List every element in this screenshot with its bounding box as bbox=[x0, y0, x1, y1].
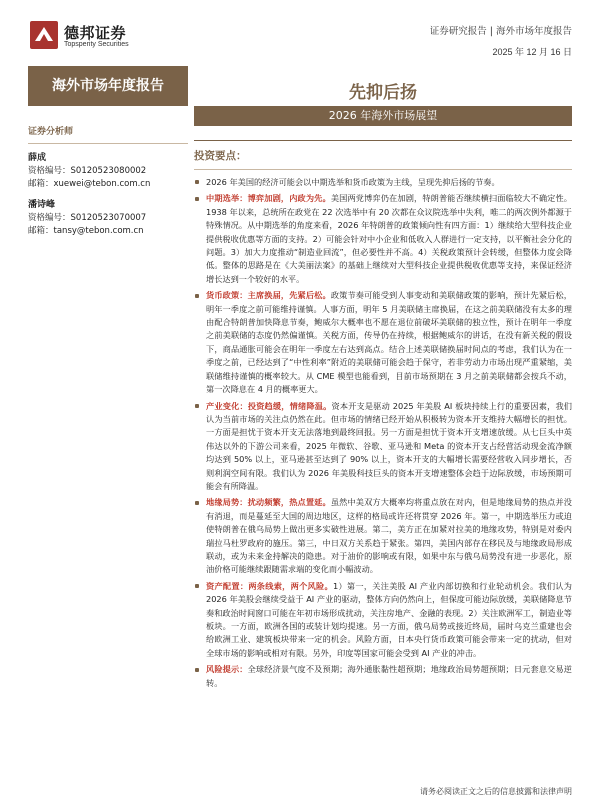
bullet-icon bbox=[195, 501, 199, 505]
email-label: 邮箱： bbox=[28, 179, 54, 189]
bullet-lead: 资产配置：两条线索，两个风险。 bbox=[206, 580, 333, 591]
license-number: S0120523070007 bbox=[70, 213, 147, 223]
footer-disclaimer: 请务必阅读正文之后的信息披露和法律声明 bbox=[420, 787, 572, 796]
bullet-lead: 货币政策：主席换届，先紧后松。 bbox=[206, 290, 331, 301]
license-number: S0120523080002 bbox=[70, 166, 147, 176]
analyst-name: 薛成 bbox=[28, 153, 47, 163]
bullet-lead: 产业变化：投资趋缓，情绪降温。 bbox=[206, 400, 332, 411]
bullet-icon bbox=[195, 294, 199, 298]
report-subtitle: 2026 年海外市场展望 bbox=[194, 106, 572, 126]
divider bbox=[194, 169, 572, 170]
list-item bbox=[194, 176, 572, 189]
logo-name-cn: 德邦证券 bbox=[64, 24, 127, 42]
bullet-text: 资本开支是驱动 2025 年美股 AI 板块持续上行的重要因素，我们认为当前市场的关注点仍然在此。但市场的情绪已经开始从积极转为资本开支维持大幅增长的担忧。一方面是担忧于资本开支无法落地到最终回报。另一方面是担忧于资本开支增速放缓。从七巨头中英伟达以外的下游公司来看，2025 年微软、谷歌、亚马逊和 Meta 的资本开支占经营活动现金流净额均达到 50% 以上，亚马逊甚至达到了 90% 以上，资本开支的大幅增长需要经营收入同步增长，否则利润空间有限。我们认为 2026 年美股科技巨头的资本开支增速整体会趋于边际放缓，市场预期可能会有所降温。 bbox=[206, 400, 572, 491]
logo-name-en: Topsperity Securities bbox=[64, 41, 129, 48]
bullet-text: 2026 年美国的经济可能会以中期选举和货币政策为主线，呈现先抑后扬的节奏。 bbox=[206, 177, 500, 187]
report-title: 先抑后扬 bbox=[349, 83, 417, 103]
bullet-lead: 地缘局势：扰动频繁，热点置延。 bbox=[206, 497, 331, 508]
analyst-heading: 证券分析师 bbox=[28, 127, 74, 137]
bullet-icon bbox=[195, 197, 199, 201]
analyst-email[interactable]: tansy@tebon.com.cn bbox=[53, 226, 144, 236]
bullet-text: 政策节奏可能受到人事变动和美联储政策的影响，预计先紧后松，明年一季度之前可能维持谨慎。人事方面，明年 5 月美联储主席换届，在这之前美联储没有太多的理由配合特朗普加快降息节奏，鲍威尔大概率也不愿在退位前破坏美联储的独立性，预计在明年一季度之前美联储的态度仍然偏谨慎。关税方面，传导仍在持续，根据鲍威尔的讲话，在没有新关税的假设下，商品通胀可能会在明年一季度左右达到高点。结合上述美联储换届时间点的考虑，我们认为在一季度之前，已经达到了“中性利率”附近的美联储可能会趋于保守，若非劳动力市场出现严重紧缩，美联储维持谨慎的概率较大。从 CME 模型也能看到，目前市场预期在 3 月之前美联储都会按兵不动，第一次降息在 4 月的概率更大。 bbox=[206, 290, 572, 395]
bullet-text: 美国两党博弈仍在加剧，特朗普能否继续横扫面临较大不确定性。1938 年以来，总统所在政党在 22 次选举中有 20 次都在众议院选举中失利，唯二的两次例外都源于特殊情况。从中期选举的角度来看，2026 年特朗普的政策倾向性有四方面：1）继续给大型科技企业提供税收优惠等方面的支持。2）可能会针对中小企业和低收入人群进行一定支持，以平衡社会分化的问题。3）加大力度推动“制造业回流”，但必要性并不高。4）关税政策预计会转缓，但整体力度会降低。整体的思路是在《大美丽法案》的基础上继续对大型科技企业提供税收优惠等支持，来保证经济增长达到一个较好的水平。 bbox=[206, 193, 572, 284]
bullet-icon bbox=[195, 584, 199, 588]
analyst-email[interactable]: xuewei@tebon.com.cn bbox=[53, 179, 151, 189]
list-item bbox=[194, 580, 572, 660]
list-item bbox=[194, 496, 572, 576]
bullet-icon bbox=[195, 668, 199, 672]
analyst-name: 潘诗峰 bbox=[28, 200, 56, 210]
license-label: 资格编号： bbox=[28, 166, 71, 176]
bullet-lead: 风险提示： bbox=[206, 664, 248, 675]
list-item bbox=[194, 192, 572, 286]
report-date: 2025 年 12 月 16 日 bbox=[492, 47, 572, 57]
company-logo bbox=[30, 21, 330, 51]
summary-heading: 投资要点： bbox=[194, 150, 247, 162]
analyst-panel bbox=[28, 118, 188, 238]
list-item bbox=[194, 663, 572, 690]
logo-mark-icon bbox=[30, 21, 58, 49]
report-category: 海外市场年度报告 bbox=[28, 66, 188, 106]
list-item bbox=[194, 400, 572, 494]
license-label: 资格编号： bbox=[28, 213, 71, 223]
summary-panel bbox=[194, 140, 572, 693]
analyst-card bbox=[28, 199, 188, 238]
list-item bbox=[194, 289, 572, 396]
analyst-card bbox=[28, 152, 188, 191]
report-type: 证券研究报告 | 海外市场年度报告 bbox=[429, 26, 572, 37]
divider bbox=[194, 140, 572, 141]
bullet-text: 1）第一，关注美股 AI 产业内部切换和行业轮动机会。我们认为 2026 年美股会继续受益于 AI 产业的驱动，整体方向仍然向上，但保度可能边际放缓，美联储降息节奏和政治时间窗口可能在年初市场形成扰动，关注房地产、金融的表现。2）关注欧洲军工，制造业等板块。一方面，欧洲各国的或装计划均提速。另一方面，俄乌局势或接近终局，届时乌克兰重建也会给欧洲工业、建筑板块带来一定的机会。风险方面，日本央行货币政策可能会带来一定的扰动，但对全球市场的影响或相对有限。另外，印度等国家可能会受到 AI 产业的冲击。 bbox=[206, 580, 572, 658]
summary-list bbox=[194, 176, 572, 690]
email-label: 邮箱： bbox=[28, 226, 54, 236]
divider bbox=[28, 143, 188, 144]
bullet-text: 虽然中美双方大概率均将重点放在对内，但是地缘局势的热点并没有消退，而是蔓延至大国的周边地区，这样的格局或许还将贯穿 2026 年。第一，中期选举压力或迫使特朗普在俄乌局势上做出更多实破性进展。第二，美方正在加紧对拉美的地缘攻势，特别是对委内瑞拉马杜罗政府的施压。第三，中日双方关系趋于紧张。第四，美国内部存在移民及与地缘政局形成联动，或为未来金持解决的隐患。对于油价的影响或有限，如果中东与俄乌局势没有进一步恶化，原油价格可能继续跟随需求端的变化而小幅波动。 bbox=[206, 497, 572, 575]
bullet-icon bbox=[195, 180, 199, 184]
bullet-text: 全球经济景气度不及预期；海外通胀黏性超预期；地缘政治局势超预期；日元套息交易逆转。 bbox=[206, 664, 572, 688]
bullet-lead: 中期选举：博弈加剧，内政为先。 bbox=[206, 193, 331, 204]
bullet-icon bbox=[195, 404, 199, 408]
